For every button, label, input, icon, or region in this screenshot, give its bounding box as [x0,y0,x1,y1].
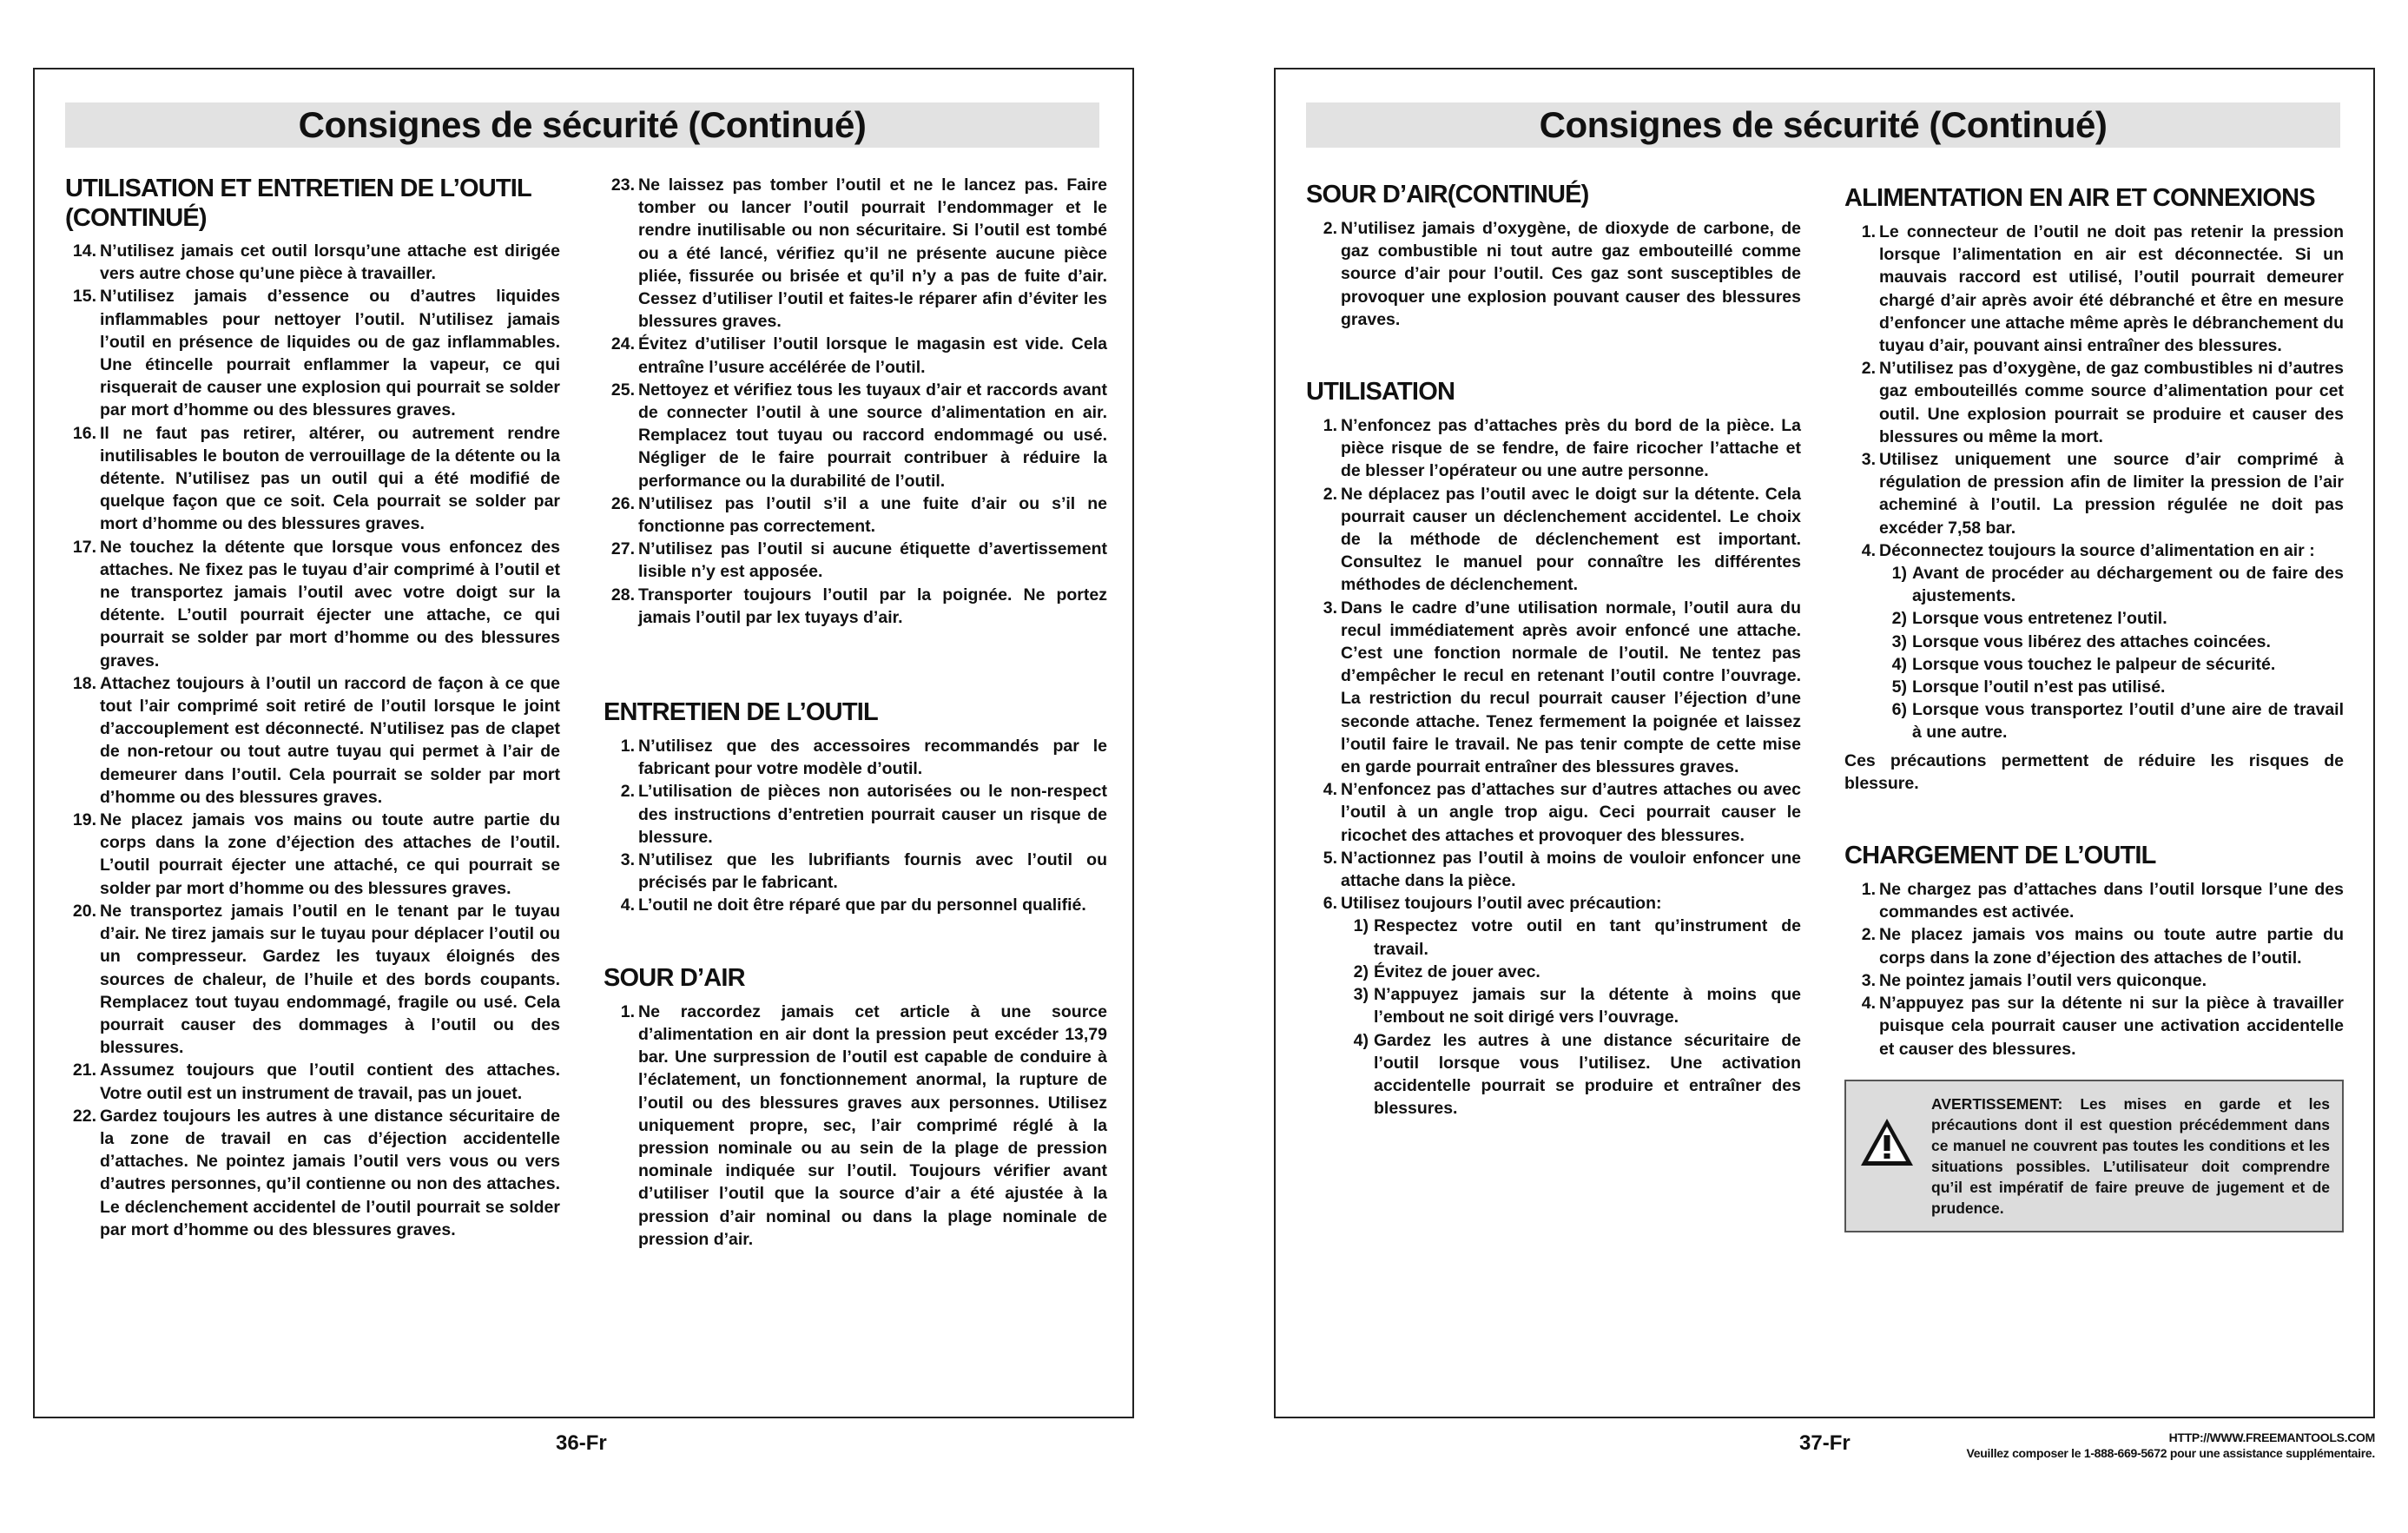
item-number: 6) [1891,700,1907,720]
item-text: Lorsque vous libérez des attaches coincées. [1912,631,2271,651]
website-url: HTTP://WWW.FREEMANTOOLS.COM [2168,1431,2375,1444]
list-item [65,285,560,421]
item-text: Le connecteur de l’outil ne doit pas retenir la pression lorsque l’alimentation en air est déconnectée. Si un mauvais raccord est utilisé, l’outil pourrait demeurer chargé d’air après avoir été débranché et être en mesure d’enfoncer une attache même après le débranchement du tuyau d’air, pouvant ainsi entraîner des blessures. [1879,222,2344,356]
list-item [604,735,1107,780]
item-number: 4. [1323,780,1337,800]
item-number: 5) [1891,677,1907,697]
left-column-1 [65,174,560,1241]
item-text: N’utilisez jamais d’essence ou d’autres liquides inflammables pour nettoyer l’outil. N’utilisez jamais l’outil en présence de liquides ou de gaz inflammables. Une étincelle pourrait enflammer la vapeur, ce qui risquerait de causer une explosion qui pourrait se solder par mort d’homme ou des blessures graves. [100,287,560,420]
list-item [65,809,560,900]
item-text: Ne transportez jamais l’outil en le tenant par le tuyau d’air. Ne tirez jamais sur le tuyau pour déplacer l’outil ou un compresseur. Gardez les tuyaux éloignés des sources de chaleur, de l’huile et des bords coupants. Remplacez tout tuyau endommagé, fragile ou usé. Cela pourrait causer des dommages à l’outil ou des blessures. [100,901,560,1058]
support-phone-text: Veuillez composer le 1-888-669-5672 pour une assistance supplémentaire. [1966,1446,2375,1460]
list-item [1306,597,1801,779]
item-number: 1. [1861,880,1876,900]
list-item [1844,923,2344,968]
item-number: 3. [1861,970,1876,990]
list-item [1306,778,1801,847]
list-item [65,240,560,285]
item-number: 2) [1353,961,1369,981]
item-number: 16. [72,423,96,443]
list-item [1844,539,2344,562]
item-number: 3. [620,850,635,870]
item-text: Ne pointez jamais l’outil vers quiconque. [1879,970,2207,990]
list-item [1844,969,2344,992]
list-item [65,422,560,536]
item-number: 3. [1861,450,1876,470]
item-number: 1. [620,737,635,757]
section-heading-sour-air-continue: SOUR D’AIR(CONTINUÉ) [1306,181,1589,208]
list-item [65,900,560,1059]
item-number: 3) [1353,985,1369,1005]
item-number: 17. [72,537,96,557]
item-number: 6. [1323,894,1337,914]
section-heading-sour-air: SOUR D’AIR [604,963,745,992]
warning-triangle-icon [1858,1116,1916,1168]
item-text: N’appuyez pas sur la détente ni sur la pièce à travailler puisque cela pourrait causer une activation accidentelle et causer des blessures. [1879,994,2344,1059]
item-text: N’utilisez que des accessoires recommandés par le fabricant pour votre modèle d’outil. [638,737,1107,779]
item-text: N’utilisez jamais d’oxygène, de dioxyde de carbone, de gaz combustible ni tout autre gaz embouteillé comme source d’air pour l’outil. Ces gaz sont susceptibles de provoquer une explosion pouvant causer des blessures graves. [1341,219,1801,329]
item-number: 19. [72,810,96,830]
list-item [604,174,1107,333]
item-number: 28. [610,585,635,605]
list-item [604,1001,1107,1251]
section-heading-alimentation: ALIMENTATION EN AIR ET CONNEXIONS [1844,184,2315,212]
item-number: 27. [610,539,635,559]
item-text: Nettoyez et vérifiez tous les tuyaux d’air et raccords avant de connecter l’outil à une source d’alimentation en air. Remplacez tout tuyau ou raccord endommagé ou usé. Négliger de le faire pourrait contribuer à réduire la performance ou la durabilité de l’outil. [638,380,1107,491]
list-item [604,379,1107,492]
list-item [604,894,1107,916]
item-number: 22. [72,1106,96,1126]
item-number: 2) [1891,609,1907,629]
list-item [604,780,1107,849]
item-text: Dans le cadre d’une utilisation normale, l’outil aura du recul immédiatement après avoir enfoncé une attache. C’est une fonction normale de l’outil. Ne tentez pas d’empêcher le recul en retenant l’outil contre l’ouvrage. La restriction du recul pourrait causer l’éjection d’une seconde attache. Tenez fermement la poignée et laissez l’outil faire le travail. Ne pas tenir compte de cette mise en garde pourrait entraîner des blessures graves. [1341,598,1801,777]
list-item [604,584,1107,629]
item-number: 1. [1323,416,1337,436]
list-item [1341,961,1801,983]
item-text: N’utilisez pas d’oxygène, de gaz combustibles ni d’autres gaz embouteillés comme source d’alimentation pour cet outil. Une explosion pourrait se produire et causer des blessures ou même la mort. [1879,359,2344,446]
item-number: 1. [620,1001,635,1021]
item-number: 4. [1861,994,1876,1014]
item-text: Ne placez jamais vos mains ou toute autre partie du corps dans la zone d’éjection des attaches de l’outil. [1879,925,2344,968]
item-text: Ne laissez pas tomber l’outil et ne le lancez pas. Faire tomber ou lancer l’outil pourrait l’endommager et le rendre inutilisable ou non sécuritaire. Si l’outil est tombé ou a été lancé, vérifiez qu’il ne présente aucune pièce pliée, fissurée ou brisée et qu’il n’y a pas de fuite d’air. Cessez d’utiliser l’outil et faites-le réparer afin d’éviter les blessures graves. [638,175,1107,332]
section-heading-utilisation: UTILISATION [1306,378,1455,406]
item-text: Ne touchez la détente que lorsque vous enfoncez des attaches. Ne fixez pas le tuyau d’air comprimé à l’outil et ne transportez jamais l’outil avec votre doigt sur la détente. L’outil pourrait éjecter une attache, ce qui pourrait se solder par mort d’homme ou des blessures graves. [100,537,560,671]
list-item [1879,562,2344,607]
page-title: Consignes de sécurité (Continué) [65,102,1099,148]
list-item [1844,357,2344,448]
list-item [1879,698,2344,743]
item-number: 18. [72,673,96,693]
list-item [1341,983,1801,1028]
footer-contact [1967,1430,2375,1461]
item-list [65,240,560,1241]
list-item [1844,992,2344,1061]
item-text: Ne raccordez jamais cet article à une source d’alimentation en air dont la pression peut excéder 13,79 bar. Une surpression de l’outil est capable de conduire à l’éclatement, un fonctionnement anormal, la rupture de l’outil ou des blessures graves aux personnes. Utilisez uniquement propre, sec, l’air comprimé réglé à la pression nominale ou au sein de la plage de pression nominale indiquée sur l’outil. Toujours vérifier avant d’utiliser l’outil que la source d’air a été ajustée à la pression d’air nominal ou dans la plage nominale de pression d’air. [638,1001,1107,1249]
list-item [604,492,1107,538]
item-text: Avant de procéder au déchargement ou de faire des ajustements. [1912,564,2344,606]
item-text: Ne placez jamais vos mains ou toute autre partie du corps dans la zone d’éjection des attaches de l’outil. L’outil pourrait éjecter une attaché, ce qui pourrait se solder par mort d’homme ou des blessures graves. [100,810,560,898]
list-item [1844,221,2344,357]
list-item [1879,607,2344,630]
item-text: Lorsque vous touchez le palpeur de sécurité. [1912,654,2276,674]
section-heading-chargement: CHARGEMENT DE L’OUTIL [1844,842,2156,870]
item-text: Respectez votre outil en tant qu’instrument de travail. [1374,916,1801,959]
list-item [1844,878,2344,923]
list-item [604,333,1107,378]
item-list [1306,414,1801,915]
item-text: L’utilisation de pièces non autorisées ou le non-respect des instructions d’entretien pourrait causer un risque de blessure. [638,782,1107,847]
list-item [1844,448,2344,539]
item-number: 1) [1891,564,1907,584]
item-text: Ne déplacez pas l’outil avec le doigt sur la détente. Cela pourrait causer un déclenchement accidentel. Le choix de la méthode de déclenchement est important. Consultez le manuel pour connaître les différentes méthodes de déclenchement. [1341,484,1801,595]
item-text: Assumez toujours que l’outil contient des attaches. Votre outil est un instrument de travail, pas un jouet. [100,1061,560,1103]
item-number: 2. [1861,359,1876,379]
item-text: N’utilisez que les lubrifiants fournis avec l’outil ou précisés par le fabricant. [638,850,1107,893]
list-item [1306,847,1801,892]
item-number: 14. [72,241,96,261]
right-column-2 [1844,174,2344,1232]
item-text: N’appuyez jamais sur la détente à moins que l’embout ne soit dirigé vers l’ouvrage. [1374,985,1801,1028]
item-text: Transporter toujours l’outil par la poignée. Ne portez jamais l’outil par lex tuyays d’air. [638,585,1107,627]
list-item [604,849,1107,894]
item-text: Déconnectez toujours la source d’alimentation en air : [1879,540,2315,560]
list-item [1341,1029,1801,1120]
left-column-2 [604,174,1107,1251]
list-item [1879,653,2344,676]
item-text: N’enfoncez pas d’attaches sur d’autres attaches ou avec l’outil à un angle trop aigu. Ceci pourrait causer le ricochet des attaches et provoquer des blessures. [1341,780,1801,845]
item-number: 1) [1353,916,1369,936]
item-number: 2. [620,782,635,802]
item-number: 1. [1861,222,1876,241]
item-text: Gardez toujours les autres à une distance sécuritaire de la zone de travail en cas d’éjection accidentelle d’attaches. Ne pointez jamais l’outil vers vous ou vers d’autres personnes, qu’il contienne ou non des attaches. Le déclenchement accidentel de l’outil pourrait se solder par mort d’homme ou des blessures graves. [100,1106,560,1239]
item-text: N’utilisez pas l’outil si aucune étiquette d’avertissement lisible n’y est apposée. [638,539,1107,582]
item-number: 5. [1323,848,1337,868]
list-item [65,1059,560,1104]
section-heading-entretien: ENTRETIEN DE L’OUTIL [604,698,878,727]
sub-item-list [1879,562,2344,744]
item-number: 20. [72,901,96,921]
item-text: Évitez de jouer avec. [1374,961,1540,981]
list-item [1879,631,2344,653]
item-number: 15. [72,287,96,307]
item-list [1844,221,2344,562]
item-number: 4) [1353,1030,1369,1050]
list-item [1306,217,1801,331]
section-heading-utilisation-entretien: UTILISATION ET ENTRETIEN DE L’OUTIL (CONTINUÉ) [65,175,531,232]
item-text: N’enfoncez pas d’attaches près du bord de la pièce. La pièce risque de se fendre, de faire ricocher l’attache et de blesser l’opérateur ou une autre personne. [1341,416,1801,481]
item-number: 25. [610,380,635,400]
item-text: N’utilisez jamais cet outil lorsqu’une attache est dirigée vers autre chose qu’une pièce à travailler. [100,241,560,284]
item-text: Il ne faut pas retirer, altérer, ou autrement rendre inutilisables le bouton de verrouillage de la détente ou la détente. N’utilisez pas un outil qui a été modifié de quelque façon que ce soit. Cela pourrait se solder par mort d’homme ou des blessures graves. [100,423,560,534]
item-text: Attachez toujours à l’outil un raccord de façon à ce que tout l’air comprimé soit retiré de l’outil lorsque le joint d’accouplement est déconnecté. N’utilisez pas de clapet de non-retour ou tout autre tuyau qui permet à l’air de demeurer dans l’outil. Cela pourrait se solder par mort d’homme ou des blessures graves. [100,673,560,807]
item-list [604,1001,1107,1251]
item-text: Lorsque vous transportez l’outil d’une aire de travail à une autre. [1912,700,2344,743]
item-text: L’outil ne doit être réparé que par du personnel qualifié. [638,895,1086,915]
item-number: 2. [1323,219,1337,238]
item-list [604,735,1107,917]
item-number: 4. [1861,540,1876,560]
warning-box [1844,1080,2344,1232]
list-item [65,536,560,672]
item-text: Évitez d’utiliser l’outil lorsque le magasin est vide. Cela entraîne l’usure accélérée de l’outil. [638,334,1107,377]
item-number: 4) [1891,654,1907,674]
item-number: 23. [610,175,635,195]
item-text: Gardez les autres à une distance sécuritaire de l’outil lorsque vous l’utilisez. Une activation accidentelle pourrait se produire et entraîner des blessures. [1374,1030,1801,1119]
item-text: Lorsque l’outil n’est pas utilisé. [1912,677,2166,697]
list-item [1879,676,2344,698]
list-item [1306,483,1801,597]
item-text: N’actionnez pas l’outil à moins de vouloir enfoncer une attache dans la pièce. [1341,848,1801,891]
item-number: 2. [1861,925,1876,945]
item-list [1306,217,1801,331]
page-number: 37-Fr [1799,1431,1851,1455]
right-page [1274,68,2375,1418]
item-list [1844,878,2344,1061]
item-number: 26. [610,493,635,513]
item-number: 21. [72,1061,96,1080]
list-item [65,672,560,809]
list-item [1306,892,1801,915]
item-text: Lorsque vous entretenez l’outil. [1912,609,2167,629]
item-list [604,174,1107,629]
item-text: N’utilisez pas l’outil s’il a une fuite d’air ou s’il ne fonctionne pas correctement. [638,493,1107,537]
list-item [1306,414,1801,483]
item-text: Utilisez toujours l’outil avec précaution: [1341,894,1662,914]
item-number: 3. [1323,598,1337,618]
item-text: Ne chargez pas d’attaches dans l’outil lorsque l’une des commandes est activée. [1879,880,2344,922]
page-title: Consignes de sécurité (Continué) [1306,102,2340,148]
sub-item-list [1341,915,1801,1120]
page-number: 36-Fr [556,1431,607,1455]
list-item [1341,915,1801,960]
list-item [604,538,1107,583]
left-page [33,68,1134,1418]
item-number: 4. [620,895,635,915]
item-number: 24. [610,334,635,354]
right-column-1 [1306,174,1801,1120]
item-text: Utilisez uniquement une source d’air comprimé à régulation de pression afin de limiter la pression de l’air acheminé à l’outil. La pression régulée ne doit pas excéder 7,58 bar. [1879,450,2344,538]
item-number: 3) [1891,631,1907,651]
item-number: 2. [1323,484,1337,504]
list-item [65,1105,560,1241]
warning-text: AVERTISSEMENT: Les mises en garde et les précautions dont il est question précédemment dans ce manuel ne couvrent pas toutes les conditions et les situations possibles. L’utilisateur doit comprendre qu’il est impératif de faire preuve de jugement et de prudence. [1931,1094,2330,1217]
precaution-note: Ces précautions permettent de réduire les risques de blessure. [1844,750,2344,793]
